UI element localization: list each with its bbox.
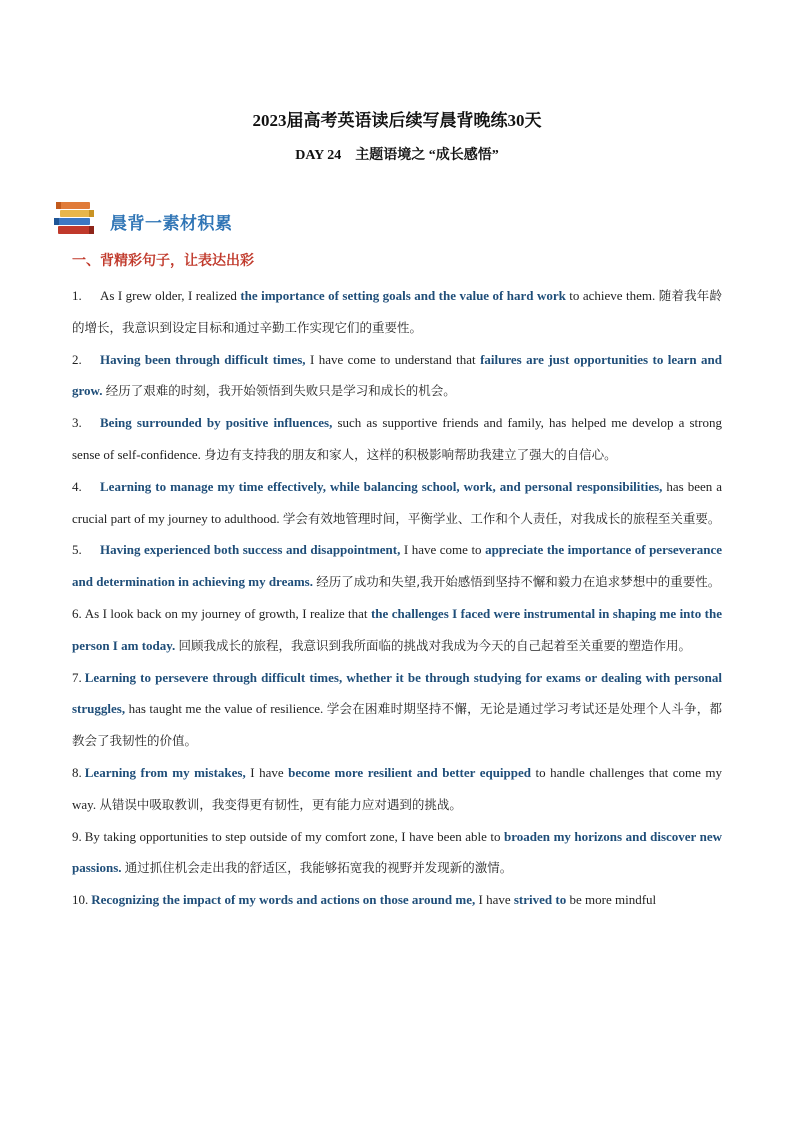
sentence-number: 4.: [72, 478, 82, 494]
highlighted-phrase: Learning to manage my time effectively, while balancing school, work, and personal responsibilities,: [100, 478, 663, 494]
sentence-number: 8.: [72, 764, 82, 780]
sentence-item: [72, 280, 722, 344]
sentence-item: [72, 407, 722, 471]
sentence-text: As I look back on my journey of growth, I realize that: [84, 605, 371, 621]
page-subtitle: [0, 144, 794, 164]
sentence-item: [72, 534, 722, 598]
chinese-translation: 经历了成功和失望,我开始感悟到坚持不懈和毅力在追求梦想中的重要性。: [316, 574, 721, 590]
sentence-text: I have come to: [400, 542, 486, 558]
sentence-number: 5.: [72, 542, 82, 558]
sentence-number: 6.: [72, 605, 82, 621]
page-title: 2023届高考英语读后续写晨背晚练30天: [252, 111, 542, 130]
highlighted-phrase: failures are just opportunities to learn and grow.: [72, 351, 722, 399]
highlighted-phrase: broaden my horizons and discover new passions.: [72, 828, 722, 876]
highlighted-phrase: Recognizing the impact of my words and actions on those around me,: [91, 892, 476, 908]
highlighted-phrase: Learning to persevere through difficult times, whether it be through studying for exams or dealing with personal struggles,: [72, 669, 722, 717]
sentence-number: 2.: [72, 351, 82, 367]
sentence-number: 1.: [72, 288, 82, 303]
sentence-text: As I grew older, I realized: [100, 288, 241, 303]
chinese-translation: 身边有支持我的朋友和家人，这样的积极影响帮助我建立了强大的自信心。: [204, 446, 617, 462]
subtitle-theme: 主题语境之 “成长感悟”: [355, 148, 499, 163]
sentence-item: [72, 598, 722, 662]
sentence-item: [72, 884, 722, 916]
sentence-text: I have: [245, 764, 289, 780]
sentence-text: to handle challenges that come my way.: [72, 764, 722, 812]
sentence-item: [72, 821, 722, 885]
chinese-translation: 经历了艰难的时刻，我开始领悟到失败只是学习和成长的机会。: [105, 383, 456, 399]
highlighted-phrase: strived to: [513, 892, 567, 908]
sentence-number: 10.: [72, 892, 89, 908]
sentence-text: has taught me the value of resilience.: [125, 701, 327, 717]
sentence-item: [72, 344, 722, 408]
sentence-text: such as supportive friends and family, has helped me develop a strong sense of self-confidence.: [72, 415, 722, 462]
highlighted-phrase: Having experienced both success and disappointment,: [100, 542, 401, 558]
chinese-translation: 通过抓住机会走出我的舒适区，我能够拓宽我的视野并发现新的激情。: [124, 860, 513, 876]
sentence-text: be more mindful: [566, 892, 657, 908]
section-heading: 晨背一素材积累: [110, 214, 233, 234]
chinese-translation: 学会有效地管理时间，平衡学业、工作和个人责任，对我成长的旅程至关重要。: [282, 510, 721, 526]
sentence-number: 9.: [72, 828, 82, 844]
chinese-translation: 学会在困难时期坚持不懈，无论是通过学习考试还是处理个人斗争，都教会了我韧性的价值。: [72, 701, 722, 749]
sentence-text: I have: [475, 892, 514, 908]
sub-heading: 一、背精彩句子，让表达出彩: [72, 253, 254, 269]
highlighted-phrase: appreciate the importance of perseverance and determination in achieving my dreams.: [72, 542, 722, 590]
sentence-list: [72, 280, 722, 916]
sentence-text: to achieve them.: [565, 288, 659, 303]
highlighted-phrase: Learning from my mistakes,: [84, 764, 246, 780]
chinese-translation: 回顾我成长的旅程，我意识到我所面临的挑战对我成为今天的自己起着至关重要的塑造作用。: [178, 637, 692, 653]
sentence-item: [72, 471, 722, 535]
books-icon: [52, 200, 98, 236]
highlighted-phrase: the challenges I faced were instrumental in shaping me into the person I am today.: [72, 605, 722, 653]
highlighted-phrase: Having been through difficult times,: [100, 351, 306, 367]
highlighted-phrase: Being surrounded by positive influences,: [100, 415, 333, 431]
subtitle-day: DAY 24: [295, 148, 342, 163]
highlighted-phrase: the importance of setting goals and the value of hard work: [240, 288, 566, 303]
sentence-item: [72, 662, 722, 757]
sentence-item: [72, 757, 722, 821]
sentence-text: I have come to understand that: [305, 351, 481, 367]
sentence-text: has been a crucial part of my journey to adulthood.: [72, 478, 723, 526]
sentence-text: By taking opportunities to step outside of my comfort zone, I have been able to: [84, 828, 505, 844]
highlighted-phrase: become more resilient and better equipped: [288, 764, 532, 780]
chinese-translation: 随着我年龄的增长，我意识到设定目标和通过辛勤工作实现它们的重要性。: [72, 288, 722, 335]
sentence-number: 3.: [72, 415, 82, 431]
chinese-translation: 从错误中吸取教训，我变得更有韧性，更有能力应对遇到的挑战。: [99, 796, 462, 812]
sentence-number: 7.: [72, 669, 82, 685]
